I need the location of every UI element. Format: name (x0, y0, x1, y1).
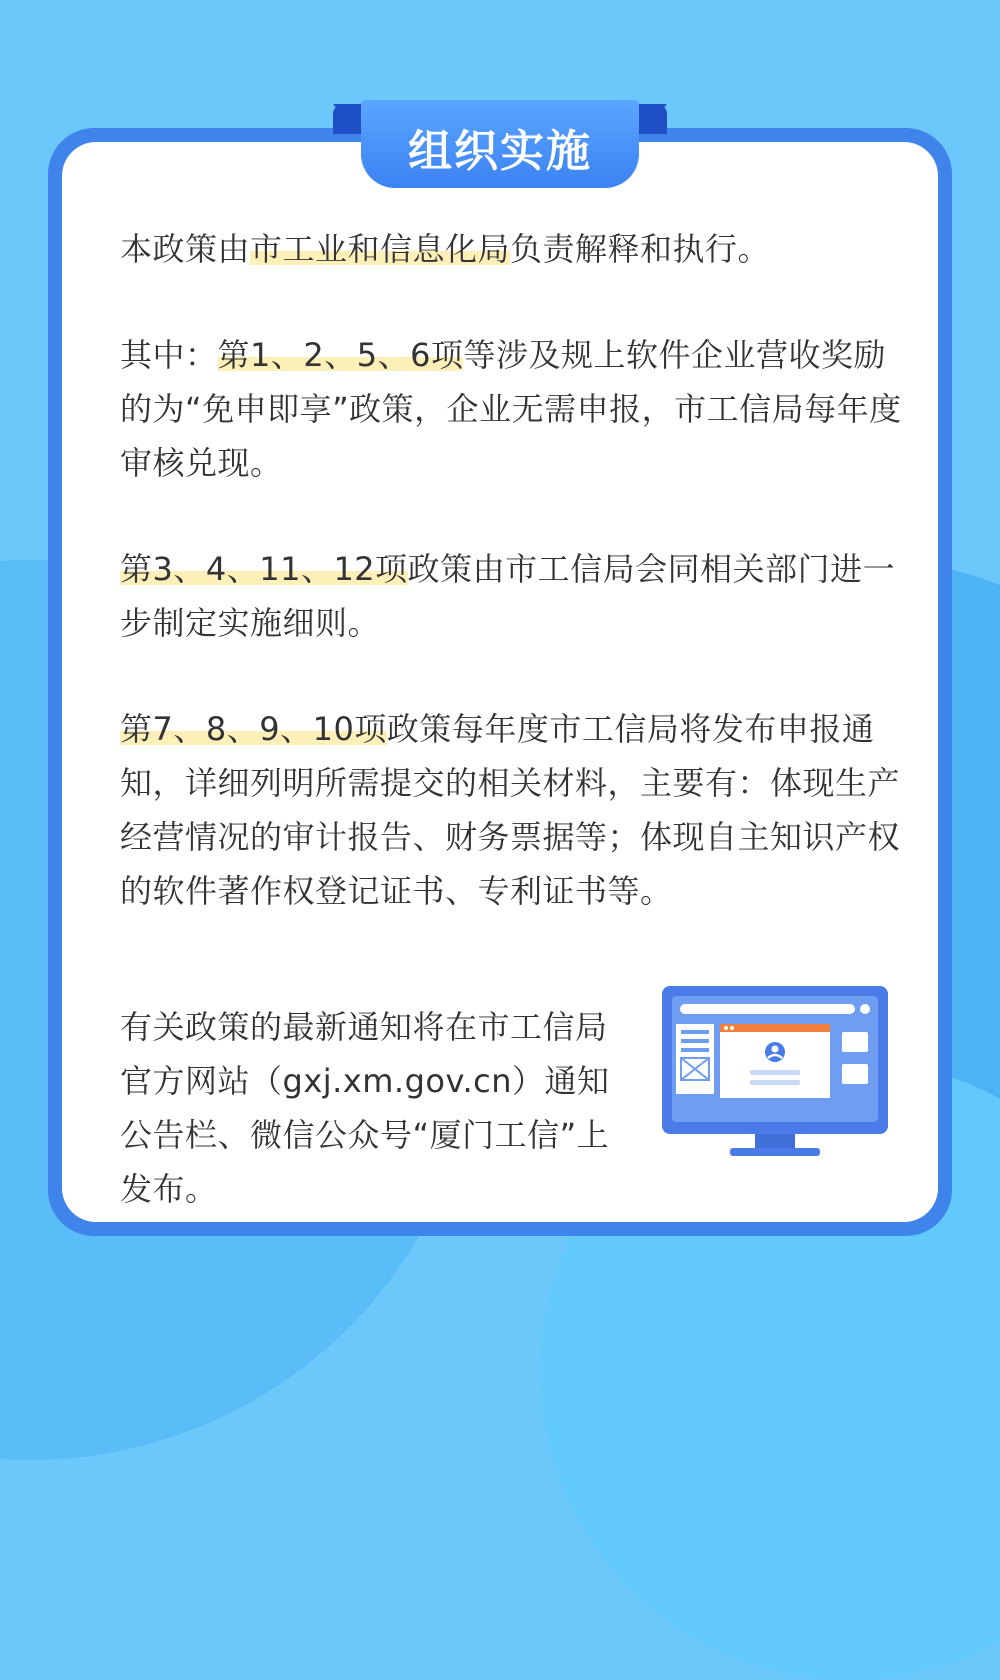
text: 等涉及规上软件企业营收奖励的为“免申即享”政策，企业无需申报，市工信局每年度审核兑现。 (120, 336, 902, 482)
username-field (750, 1070, 800, 1075)
paragraph-publication-channels: 有关政策的最新通知将在市工信局官方网站（gxj.xm.gov.cn）通知公告栏、微信公众号“厦门工信”上发布。 (120, 1008, 610, 1208)
highlight-text: 市工业和信息化局 (250, 230, 511, 268)
title-tab (333, 100, 667, 190)
tab-ear-left (333, 104, 357, 134)
text: 本政策由 (120, 230, 251, 268)
highlight-text: 第7、8、9、10项 (120, 710, 387, 748)
highlight-text: 第3、4、11、12项 (120, 550, 408, 588)
paragraph-interpretation (120, 222, 910, 276)
folder-icon (842, 1064, 868, 1084)
sidebar-line (681, 1048, 709, 1052)
password-field (750, 1080, 800, 1085)
text: 其中： (120, 336, 218, 374)
sidebar-line (681, 1030, 709, 1034)
monitor-neck (755, 1134, 795, 1148)
window-dot (730, 1026, 734, 1030)
menu-dot (860, 1004, 870, 1014)
paragraph-application-notice (120, 702, 910, 918)
computer-monitor-illustration (660, 984, 890, 1164)
avatar-head (772, 1046, 779, 1053)
text: 负责解释和执行。 (510, 230, 771, 268)
text: 政策每年度市工信局将发布申报通知，详细列明所需提交的相关材料，主要有：体现生产经营情况的审计报告、财务票据等；体现自主知识产权的软件著作权登记证书、专利证书等。 (120, 710, 901, 910)
sidebar-line (681, 1039, 709, 1043)
folder-icon (842, 1032, 868, 1052)
window-dot (724, 1026, 728, 1030)
monitor-svg (660, 984, 890, 1164)
tab-ear-right (643, 104, 667, 134)
paragraph-auto-enjoy (120, 328, 910, 490)
text: 政策由市工信局会同相关部门进一步制定实施细则。 (120, 550, 896, 642)
highlight-text: 第1、2、5、6项 (217, 336, 464, 374)
window-titlebar (720, 1024, 830, 1032)
address-bar (680, 1004, 855, 1014)
paragraph-implementation-rules (120, 542, 910, 650)
policy-content (120, 222, 910, 970)
monitor-base (730, 1148, 820, 1156)
tab-label-box (361, 100, 639, 188)
page-title: 组织实施 (408, 126, 592, 177)
